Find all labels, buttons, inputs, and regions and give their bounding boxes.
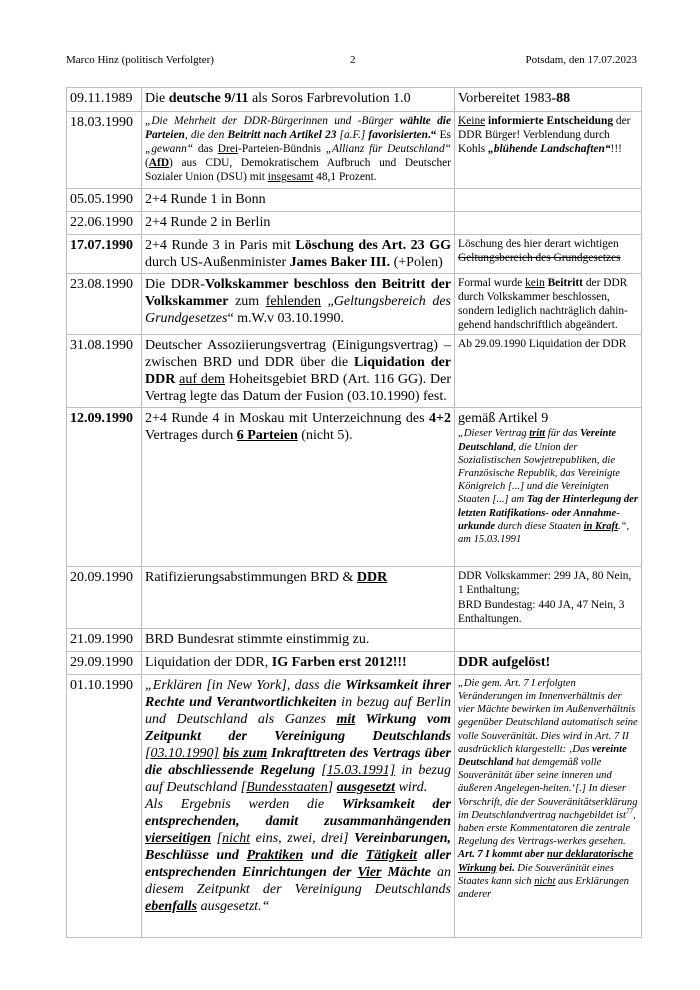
table-row xyxy=(67,88,642,112)
table-row xyxy=(67,274,642,335)
header-author: Marco Hinz (politisch Verfolgter) xyxy=(66,54,214,66)
note-cell: Formal wurde kein Beitritt der DDR durch Volkskammer beschlossen, sondern lediglich nachträglich dahin-gehend handschriftlich abgeändert. xyxy=(455,274,642,335)
note-cell xyxy=(455,628,642,651)
date-cell: 29.09.1990 xyxy=(67,651,142,674)
date-cell: 23.08.1990 xyxy=(67,274,142,335)
date-cell: 05.05.1990 xyxy=(67,189,142,212)
table-row xyxy=(67,651,642,674)
table-row xyxy=(67,674,642,937)
event-cell: BRD Bundesrat stimmte einstimmig zu. xyxy=(142,628,455,651)
date-cell: 18.03.1990 xyxy=(67,112,142,189)
date-cell: 20.09.1990 xyxy=(67,567,142,628)
note-cell: Keine informierte Entscheidung der DDR Bürger! Verblendung durch Kohls „blühende Landschaften“!!! xyxy=(455,112,642,189)
chronology-table xyxy=(66,87,642,938)
table-row xyxy=(67,189,642,212)
note-cell xyxy=(455,189,642,212)
note-cell: DDR Volkskammer: 299 JA, 80 Nein, 1 Enthaltung; BRD Bundestag: 440 JA, 47 Nein, 3 Enthaltungen. xyxy=(455,567,642,628)
event-cell: Liquidation der DDR, IG Farben erst 2012!!! xyxy=(142,651,455,674)
note-cell: Ab 29.09.1990 Liquidation der DDR xyxy=(455,335,642,408)
event-cell: „Die Mehrheit der DDR-Bürgerinnen und -Bürger wählte die Parteien, die den Beitritt nach Artikel 23 [a.F.] favorisierten.“ Es „gewann“ das Drei-Parteien-Bündnis „Allianz für Deutschland“ (AfD) aus CDU, Demokratischem Aufbruch und Deutscher Sozialer Union (DSU) mit insgesamt 48,1 Prozent. xyxy=(142,112,455,189)
event-cell: 2+4 Runde 3 in Paris mit Löschung des Art. 23 GG durch US-Außenminister James Baker III. (+Polen) xyxy=(142,235,455,274)
table-row xyxy=(67,212,642,235)
event-cell: 2+4 Runde 4 in Moskau mit Unterzeichnung des 4+2 Vertrages durch 6 Parteien (nicht 5). xyxy=(142,408,455,567)
note-cell: gemäß Artikel 9 „Dieser Vertrag tritt für das Vereinte Deutschland, die Union der Sozialistischen Sowjetrepubliken, die Französische Republik, das Vereinigte Königreich [...] und die Vereinigten Staaten [...] am Tag der Hinterlegung der letzten Ratifikations- oder Annahme-urkunde durch diese Staaten in Kraft.“, am 15.03.1991 xyxy=(455,408,642,567)
date-cell: 12.09.1990 xyxy=(67,408,142,567)
date-cell: 09.11.1989 xyxy=(67,88,142,112)
note-cell: Vorbereitet 1983-88 xyxy=(455,88,642,112)
table-row xyxy=(67,628,642,651)
note-cell: „Die gem. Art. 7 I erfolgten Veränderungen im Innenverhältnis der vier Mächte bewirken im Außenverhältnis gegenüber Deutschland automatisch seine volle Souveränität. Dies wird in Art. 7 II ausdrücklich klargestellt: ‚Das vereinte Deutschland hat demgemäß volle Souveränität über seine inneren und äußeren Angelegen-heiten.‘[.] In dieser Vorschrift, die der Souveränitätserklärung im Deutschlandvertrag nachgebildet ist$^{77}$, haben erste Kommentatoren die zentrale Regelung des Vertrags-werkes gesehen. Art. 7 I kommt aber nur deklaratorische Wirkung bei. Die Souveränität eines Staates kann sich nicht aus Erklärungen anderer xyxy=(455,674,642,937)
event-cell: Die deutsche 9/11 als Soros Farbrevolution 1.0 xyxy=(142,88,455,112)
event-cell: Ratifizierungsabstimmungen BRD & DDR xyxy=(142,567,455,628)
header-place-date: Potsdam, den 17.07.2023 xyxy=(525,54,637,66)
note-cell: DDR aufgelöst! xyxy=(455,651,642,674)
date-cell: 22.06.1990 xyxy=(67,212,142,235)
event-cell: Die DDR-Volkskammer beschloss den Beitritt der Volkskammer zum fehlenden „Geltungsbereich des Grundgesetzes“ m.W.v 03.10.1990. xyxy=(142,274,455,335)
table-row xyxy=(67,235,642,274)
date-cell: 17.07.1990 xyxy=(67,235,142,274)
note-cell xyxy=(455,212,642,235)
event-cell: Deutscher Assoziierungsvertrag (Einigungsvertrag) – zwischen BRD und DDR über die Liquidation der DDR auf dem Hoheitsgebiet BRD (Art. 116 GG). Der Vertrag legte das Datum der Fusion (03.10.1990) fest. xyxy=(142,335,455,408)
date-cell: 21.09.1990 xyxy=(67,628,142,651)
note-cell: Löschung des hier derart wichtigen Geltungsbereich des Grundgesetzes xyxy=(455,235,642,274)
table-row xyxy=(67,408,642,567)
event-cell: 2+4 Runde 1 in Bonn xyxy=(142,189,455,212)
table-row xyxy=(67,567,642,628)
date-cell: 31.08.1990 xyxy=(67,335,142,408)
page-number: 2 xyxy=(350,54,356,66)
table-row xyxy=(67,335,642,408)
event-cell: „Erklären [in New York], dass die Wirksamkeit ihrer Rechte und Verantwortlichkeiten in bezug auf Berlin und Deutschland als Ganzes mit Wirkung vom Zeitpunkt der Vereinigung Deutschlands [03.10.1990] bis zum Inkrafttreten des Vertrags über die abschliessende Regelung [15.03.1991] in bezug auf Deutschland [Bundesstaaten] ausgesetzt wird. Als Ergebnis werden die Wirksamkeit der entsprechenden, damit zusammanhängenden vierseitigen [nicht eins, zwei, drei] Vereinbarungen, Beschlüsse und Praktiken und die Tätigkeit aller entsprechenden Einrichtungen der Vier Mächte an diesem Zeitpunkt der Vereinigung Deutschlands ebenfalls ausgesetzt.“ xyxy=(142,674,455,937)
date-cell: 01.10.1990 xyxy=(67,674,142,937)
table-row xyxy=(67,112,642,189)
event-cell: 2+4 Runde 2 in Berlin xyxy=(142,212,455,235)
